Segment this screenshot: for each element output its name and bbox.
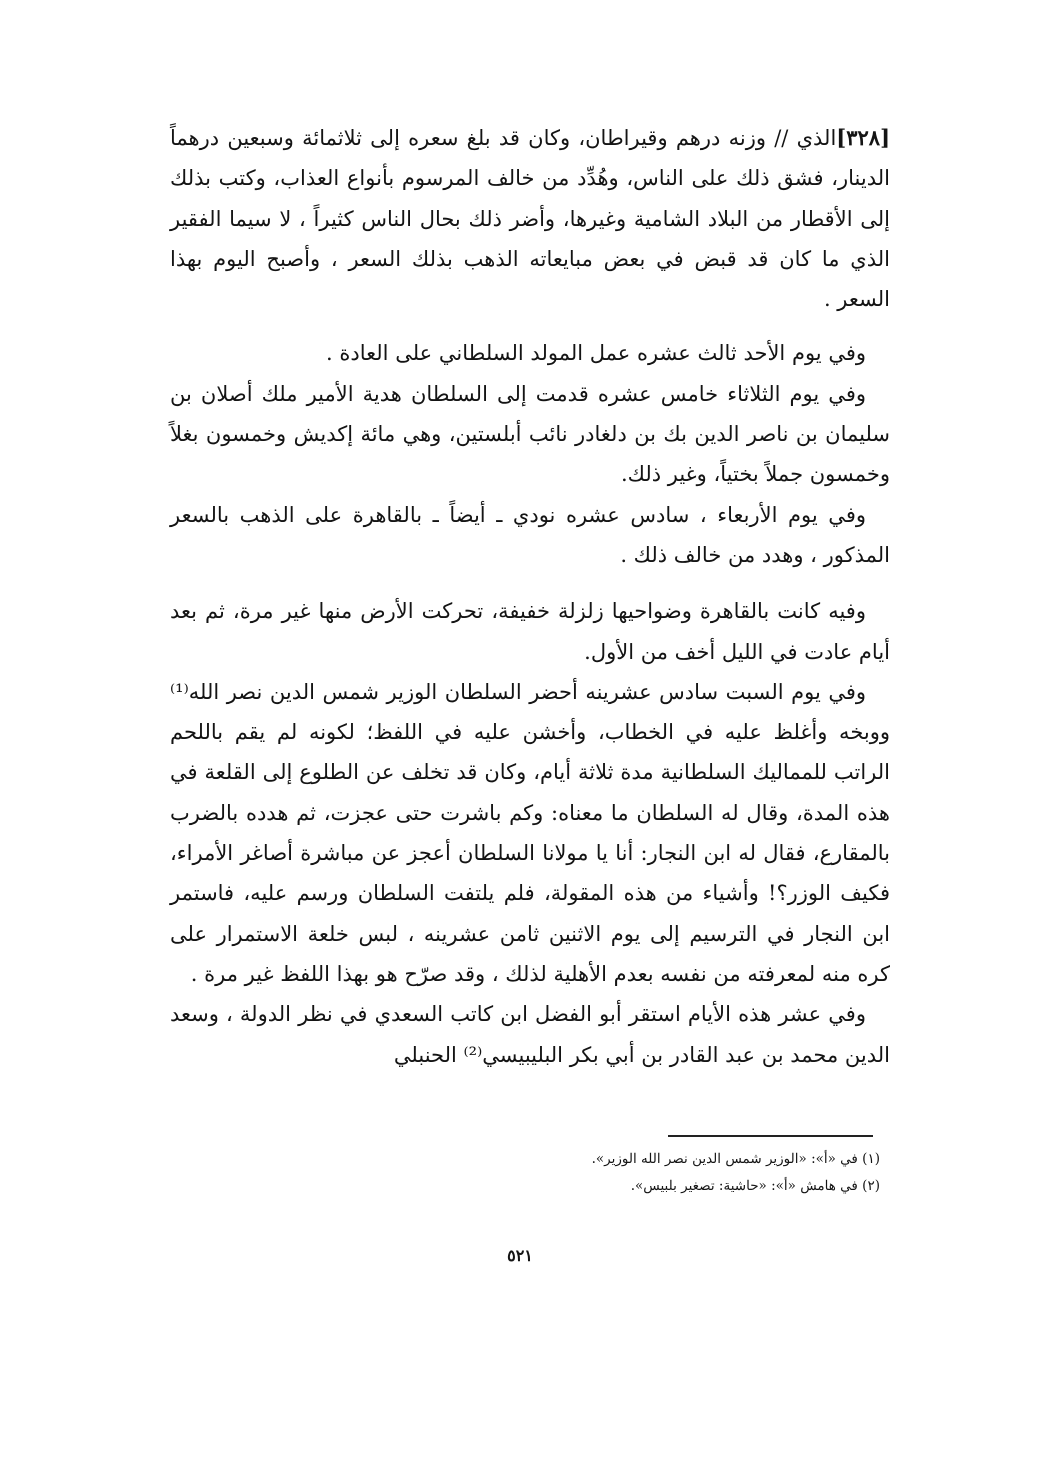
main-text <box>170 118 890 1075</box>
page-number: ٥٢١ <box>507 1246 533 1265</box>
paragraph-1 <box>170 118 890 319</box>
paragraph-4: وفي يوم الأربعاء ، سادس عشره نودي ـ أيضاً ـ بالقاهرة على الذهب بالسعر المذكور ، وهدد من خالف ذلك . <box>170 502 890 567</box>
paragraph-7: وفي عشر هذه الأيام استقر أبو الفضل ابن كاتب السعدي في نظر الدولة ، وسعد الدين محمد بن عبد القادر بن أبي بكر البليبيسي⁽²⁾ الحنبلي <box>170 1002 890 1067</box>
paragraph-2: وفي يوم الأحد ثالث عشره عمل المولد السلطاني على العادة . <box>326 341 866 366</box>
footnotes <box>430 1146 880 1200</box>
paragraph-3: وفي يوم الثلاثاء خامس عشره قدمت إلى السلطان هدية الأمير ملك أصلان بن سليمان بن ناصر الدين بك بن دلغادر نائب أبلستين، وهي مائة إكديش وخمسون بغلاً وخمسون جملاً بختياً، وغير ذلك. <box>170 381 890 487</box>
page-marker: [٣٢٨] <box>836 125 890 150</box>
footnote-2: (٢) في هامش «أ»: «حاشية: تصغير بلبيس». <box>630 1178 880 1194</box>
footnote-divider <box>668 1135 873 1137</box>
paragraph-5: وفيه كانت بالقاهرة وضواحيها زلزلة خفيفة، تحركت الأرض منها غير مرة، ثم بعد أيام عادت في الليل أخف من الأول. <box>170 599 890 664</box>
paragraph-6: وفي يوم السبت سادس عشرينه أحضر السلطان الوزير شمس الدين نصر الله⁽¹⁾ ووبخه وأغلظ عليه في الخطاب، وأخشن عليه في اللفظ؛ لكونه لم يقم باللحم الراتب للمماليك السلطانية مدة ثلاثة أيام، وكان قد تخلف عن الطلوع إلى القلعة في هذه المدة، وقال له السلطان ما معناه: وكم باشرت حتى عجزت، ثم هدده بالضرب بالمقارع، فقال له ابن النجار: أنا يا مولانا السلطان أعجز عن مباشرة أصاغر الأمراء، فكيف الوزر؟! وأشياء من هذه المقولة، فلم يلتفت السلطان ورسم عليه، فاستمر ابن النجار في الترسيم إلى يوم الاثنين ثامن عشرينه ، لبس خلعة الاستمرار على كره منه لمعرفته من نفسه بعدم الأهلية لذلك ، وقد صرّح هو بهذا اللفظ غير مرة . <box>170 679 890 986</box>
footnote-1: (١) في «أ»: «الوزير شمس الدين نصر الله الوزير». <box>591 1151 880 1167</box>
paragraph-1-text: الذي // وزنه درهم وقيراطان، وكان قد بلغ سعره إلى ثلاثمائة وسبعين درهماً الدينار، فشق ذلك على الناس، وهُدِّد من خالف المرسوم بأنواع العذاب، وكتب بذلك إلى الأقطار من البلاد الشامية وغيرها، وأضر ذلك بحال الناس كثيراً ، لا سيما الفقير الذي ما كان قد قبض في بعض مبايعاته الذهب بذلك السعر ، وأصبح اليوم بهذا السعر . <box>170 126 890 312</box>
